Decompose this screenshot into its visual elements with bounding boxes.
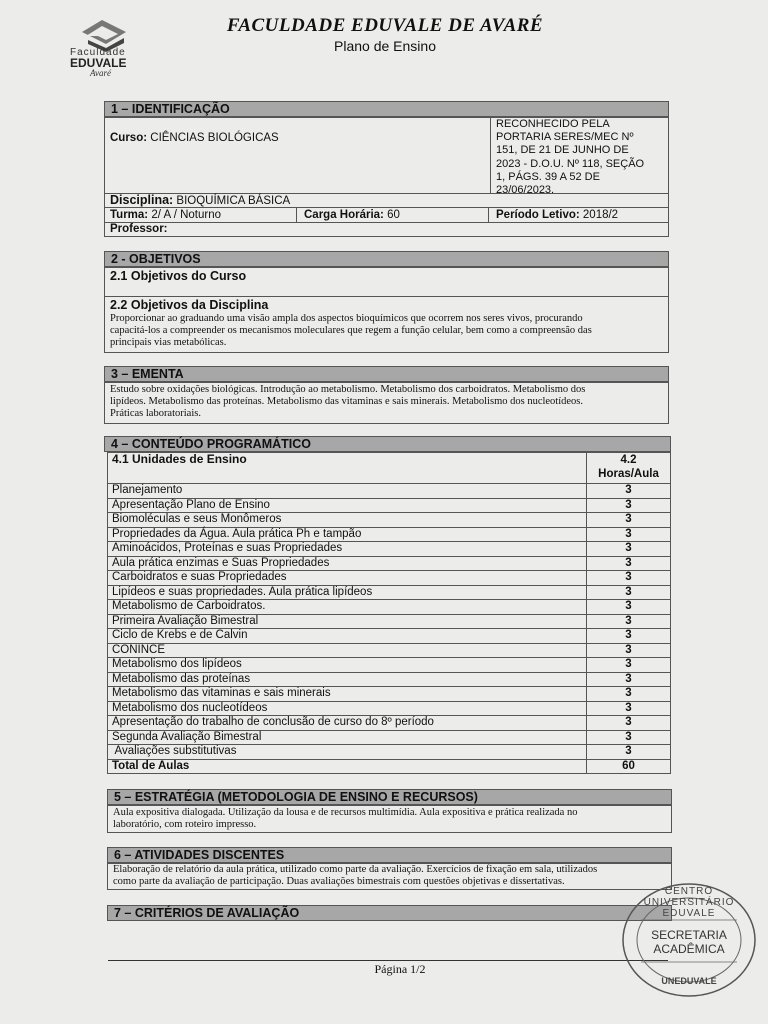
unidade-cell: Metabolismo dos lipídeos	[108, 658, 587, 673]
total-row	[108, 759, 671, 774]
curso-field: Curso: CIÊNCIAS BIOLÓGICAS	[110, 132, 279, 144]
objetivos-disciplina-heading: 2.2 Objetivos da Disciplina	[110, 298, 269, 312]
horas-cell: 3	[587, 629, 671, 644]
col-horas-header: 4.2 Horas/Aula	[587, 453, 671, 484]
table-row	[108, 571, 671, 586]
unidade-cell: Metabolismo dos nucleotídeos	[108, 701, 587, 716]
table-row	[108, 527, 671, 542]
unidade-cell: Propriedades da Água. Aula prática Ph e tampão	[108, 527, 587, 542]
section-2-heading: 2 - OBJETIVOS	[104, 251, 669, 267]
secretaria-stamp	[619, 880, 759, 1000]
section-4-heading: 4 – CONTEÚDO PROGRAMÁTICO	[104, 436, 671, 452]
table-row	[108, 643, 671, 658]
footer-rule	[108, 960, 668, 961]
unidade-cell: Ciclo de Krebs e de Calvin	[108, 629, 587, 644]
table-row	[108, 614, 671, 629]
section-7-heading: 7 – CRITÉRIOS DE AVALIAÇÃO	[107, 905, 672, 921]
table-row	[108, 687, 671, 702]
unidade-cell: Avaliações substitutivas	[108, 745, 587, 760]
carga-horaria-field: Carga Horária: 60	[304, 209, 400, 221]
horas-cell: 3	[587, 730, 671, 745]
page-number: Página 1/2	[374, 962, 426, 976]
total-label: Total de Aulas	[108, 759, 587, 774]
periodo-letivo-field: Período Letivo: 2018/2	[496, 209, 619, 221]
table-row	[108, 701, 671, 716]
table-row	[108, 484, 671, 499]
horas-cell: 3	[587, 643, 671, 658]
reconhecimento-note: RECONHECIDO PELA PORTARIA SERES/MEC Nº 151, DE 21 DE JUNHO DE 2023 - D.O.U. Nº 118, SEÇÃO 1, PÁGS. 39 A 52 DE 23/06/2023.	[496, 118, 645, 197]
stamp-ring-text: CENTRO UNIVERSITÁRIO EDUVALE	[643, 886, 735, 919]
unidade-cell: Metabolismo de Carboidratos.	[108, 600, 587, 615]
table-row	[108, 556, 671, 571]
unidade-cell: Aminoácidos, Proteínas e suas Propriedades	[108, 542, 587, 557]
unidade-cell: Lipídeos e suas propriedades. Aula prática lipídeos	[108, 585, 587, 600]
unidade-cell: Biomoléculas e seus Monômeros	[108, 513, 587, 528]
section-3-heading: 3 – EMENTA	[104, 366, 669, 382]
table-row	[108, 658, 671, 673]
horas-cell: 3	[587, 687, 671, 702]
total-value: 60	[587, 759, 671, 774]
stamp-line-academica: ACADÊMICA	[653, 942, 725, 956]
horas-cell: 3	[587, 513, 671, 528]
divider	[104, 296, 669, 297]
unidade-cell: Segunda Avaliação Bimestral	[108, 730, 587, 745]
horas-cell: 3	[587, 701, 671, 716]
stamp-bottom-text: UNEDUVALE	[661, 976, 717, 986]
stamp-line-secretaria: SECRETARIA	[651, 928, 727, 942]
logo-text-avare: Avaré	[90, 68, 111, 78]
table-row	[108, 498, 671, 513]
page-title: FACULDADE EDUVALE DE AVARÉ	[226, 15, 544, 36]
unidade-cell: Aula prática enzimas e Suas Propriedades	[108, 556, 587, 571]
table-row	[108, 672, 671, 687]
unidade-cell: Apresentação do trabalho de conclusão de curso do 8º período	[108, 716, 587, 731]
unidade-cell: Metabolismo das vitaminas e sais minerais	[108, 687, 587, 702]
logo-text-faculdade: Faculdade	[70, 47, 126, 58]
units-table	[107, 452, 671, 774]
horas-cell: 3	[587, 745, 671, 760]
horas-cell: 3	[587, 716, 671, 731]
horas-cell: 3	[587, 571, 671, 586]
divider	[490, 117, 491, 193]
horas-cell: 3	[587, 556, 671, 571]
logo-text-eduvale: EDUVALE	[70, 56, 127, 70]
unidade-cell: Planejamento	[108, 484, 587, 499]
section-6-heading: 6 – ATIVIDADES DISCENTES	[107, 847, 672, 863]
divider	[296, 207, 297, 222]
unidade-cell: Primeira Avaliação Bimestral	[108, 614, 587, 629]
table-row	[108, 745, 671, 760]
ementa-text: Estudo sobre oxidações biológicas. Introdução ao metabolismo. Metabolismo dos carboidratos. Metabolismo dos lipídeos. Metabolismo das proteínas. Metabolismo das vitaminas e sais minerais. Metabolismo dos nucleotídeos. Práticas laboratoriais.	[110, 384, 586, 419]
section-5-heading: 5 – ESTRATÉGIA (METODOLOGIA DE ENSINO E RECURSOS)	[107, 789, 672, 805]
unidade-cell: Apresentação Plano de Ensino	[108, 498, 587, 513]
col-unidades-header: 4.1 Unidades de Ensino	[108, 453, 587, 484]
turma-field: Turma: 2/ A / Noturno	[110, 209, 222, 221]
disciplina-field: Disciplina: BIOQUÍMICA BÁSICA	[110, 193, 291, 207]
objetivos-curso-heading: 2.1 Objetivos do Curso	[110, 269, 247, 283]
table-row	[108, 730, 671, 745]
horas-cell: 3	[587, 498, 671, 513]
eduvale-logo	[62, 14, 157, 84]
horas-cell: 3	[587, 527, 671, 542]
horas-cell: 3	[587, 672, 671, 687]
professor-field: Professor:	[110, 223, 168, 235]
unidade-cell: CONINCE	[108, 643, 587, 658]
table-row	[108, 585, 671, 600]
table-header-row	[108, 453, 671, 484]
divider	[488, 207, 489, 222]
unidade-cell: Metabolismo das proteínas	[108, 672, 587, 687]
table-row	[108, 716, 671, 731]
horas-cell: 3	[587, 484, 671, 499]
divider	[104, 222, 669, 223]
table-row	[108, 600, 671, 615]
horas-cell: 3	[587, 585, 671, 600]
unidade-cell: Carboidratos e suas Propriedades	[108, 571, 587, 586]
page-subtitle: Plano de Ensino	[334, 38, 436, 54]
objetivos-disciplina-text: Proporcionar ao graduando uma visão ampla dos aspectos bioquímicos que ocorrem nos seres vivos, procurando capacitá-los a compreender os mecanismos moleculares que regem a função celular, bem como a compreensão das principais vias metabólicas.	[110, 313, 592, 348]
atividades-text: Elaboração de relatório da aula prática, utilizado como parte da avaliação. Exercícios de fixação em sala, utilizados como parte da avaliação de participação. Duas avaliações bimestrais com questões objetivas e dissertativas.	[113, 864, 598, 887]
table-row	[108, 542, 671, 557]
section-1-heading: 1 – IDENTIFICAÇÃO	[104, 101, 669, 117]
horas-cell: 3	[587, 614, 671, 629]
estrategia-text: Aula expositiva dialogada. Utilização da lousa e de recursos multimídia. Aula expositiva e prática realizada no laboratório, com roteiro impresso.	[113, 807, 578, 830]
horas-cell: 3	[587, 600, 671, 615]
horas-cell: 3	[587, 658, 671, 673]
table-row	[108, 629, 671, 644]
table-row	[108, 513, 671, 528]
horas-cell: 3	[587, 542, 671, 557]
